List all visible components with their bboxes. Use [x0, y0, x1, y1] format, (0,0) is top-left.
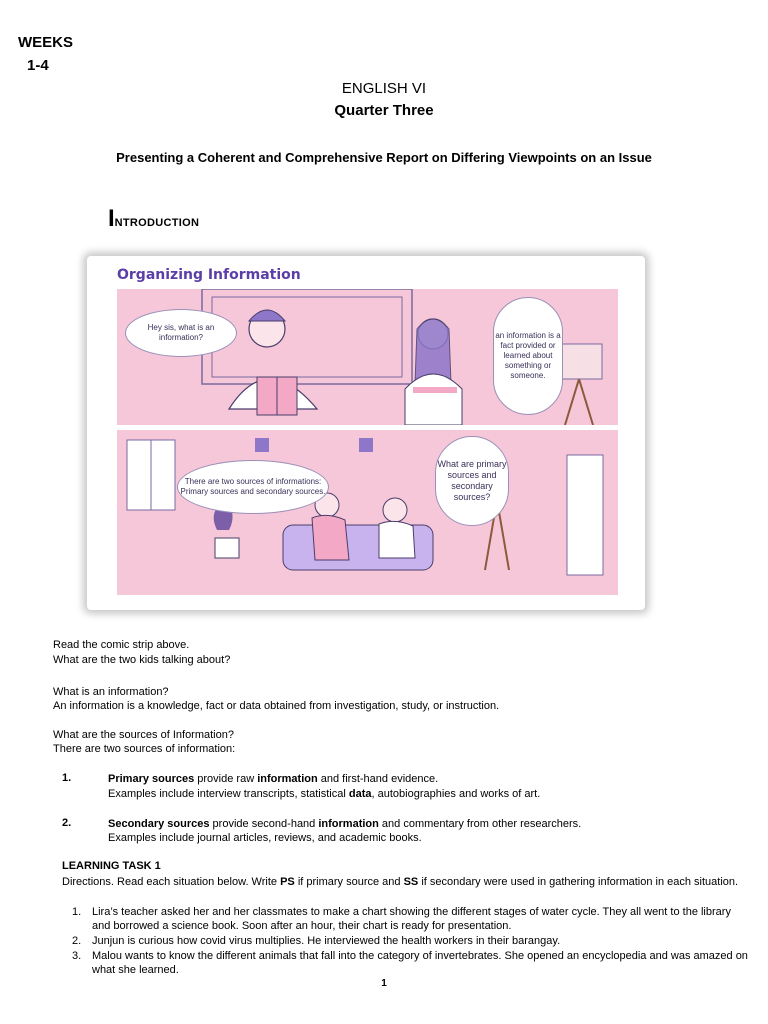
comic-panel-2-art	[117, 430, 618, 595]
topic-title: Presenting a Coherent and Comprehensive Report on Differing Viewpoints on an Issue	[116, 150, 652, 165]
list-item-secondary-examples: Examples include journal articles, reviews, and academic books.	[108, 832, 422, 844]
text-fragment: Examples include interview transcripts, statistical	[108, 788, 349, 800]
task-item-3: Malou wants to know the different animals that fall into the category of invertebrates. She opened an encyclopedia and was amazed on what she learned.	[92, 950, 748, 976]
bold-ss: SS	[403, 876, 419, 888]
section-heading-introduction	[108, 205, 199, 233]
bold-information: information	[318, 818, 379, 830]
list-item-primary-sources	[108, 772, 438, 786]
speech-bubble-1: Hey sis, what is an information?	[125, 309, 237, 357]
question-what-is-information: What is an information?	[53, 686, 169, 698]
learning-task-heading: LEARNING TASK 1	[62, 860, 161, 872]
text-fragment: if secondary were used in gathering information in each situation.	[418, 876, 739, 888]
text-fragment: if primary source and	[294, 876, 404, 888]
text-fragment: and first-hand evidence.	[317, 773, 439, 785]
text-fragment: provide raw	[194, 773, 258, 785]
intro-rest: NTRODUCTION	[114, 217, 200, 229]
intro-initial: I	[108, 205, 115, 232]
task-number-3: 3.	[72, 950, 82, 962]
question-sources: What are the sources of Information?	[53, 729, 234, 741]
task-number-1: 1.	[72, 906, 82, 918]
comic-panel-2	[117, 430, 618, 595]
comic-title: Organizing Information	[117, 267, 301, 283]
text-fragment: provide second-hand	[209, 818, 319, 830]
list-number-2: 2.	[62, 817, 72, 829]
bold-information: information	[257, 773, 318, 785]
list-item-primary-examples	[108, 787, 540, 801]
learning-task-directions	[62, 875, 752, 889]
term-primary-sources: Primary sources	[108, 773, 195, 785]
speech-bubble-3: There are two sources of informations: Primary sources and secondary sources.	[177, 460, 329, 514]
read-instruction: Read the comic strip above.	[53, 639, 190, 651]
subject-title: ENGLISH VI	[341, 80, 427, 97]
quarter-title: Quarter Three	[334, 102, 434, 119]
task-item-2: Junjun is curious how covid virus multiplies. He interviewed the health workers in their barangay.	[92, 935, 561, 947]
weeks-label: WEEKS	[18, 34, 74, 51]
comic-panel-1	[117, 289, 618, 425]
task-number-2: 2.	[72, 935, 82, 947]
read-question: What are the two kids talking about?	[53, 654, 231, 666]
weeks-range: 1-4	[27, 57, 49, 74]
text-fragment: Directions. Read each situation below. Write	[62, 876, 281, 888]
speech-bubble-4: What are primary sources and secondary sources?	[435, 436, 509, 526]
task-item-1: Lira’s teacher asked her and her classmates to make a chart showing the different stages of water cycle. They all went to the library and borrowed a science book. Soon after an hour, their chart is ready for presentation.	[92, 906, 731, 932]
speech-bubble-2: an information is a fact provided or learned about something or someone.	[493, 297, 563, 415]
page-number: 1	[381, 978, 387, 989]
answer-sources: There are two sources of information:	[53, 743, 236, 755]
term-secondary-sources: Secondary sources	[108, 818, 210, 830]
bold-ps: PS	[280, 876, 295, 888]
answer-what-is-information: An information is a knowledge, fact or data obtained from investigation, study, or instruction.	[53, 700, 500, 712]
list-item-secondary-sources	[108, 817, 581, 831]
bold-data: data	[348, 788, 372, 800]
text-fragment: and commentary from other researchers.	[378, 818, 582, 830]
text-fragment: , autobiographies and works of art.	[371, 788, 541, 800]
list-number-1: 1.	[62, 772, 72, 784]
